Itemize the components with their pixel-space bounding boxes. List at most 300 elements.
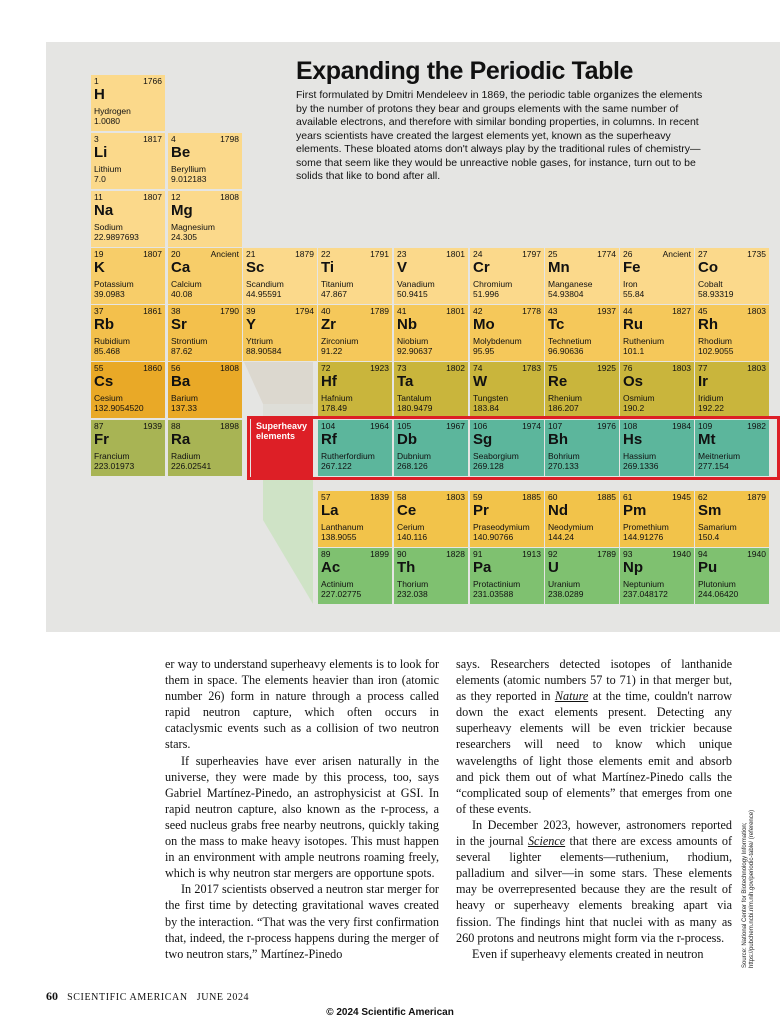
element-symbol: Fr [94,431,109,448]
element-cell-os [620,362,694,418]
element-name: Molybdenum [473,336,522,346]
paragraph: Even if superheavy elements created in neutron [472,946,704,961]
element-cell-sr [168,305,242,361]
source-credit: Source: National Center for Biotechnology Information; https://pubchem.ncbi.nlm.nih.gov/periodic-table/ (reference) [742,809,755,968]
element-cell-pa [470,548,544,604]
element-name: Beryllium [171,164,206,174]
atomic-mass: 58.93319 [698,289,734,299]
element-name: Bohrium [548,451,580,461]
atomic-mass: 144.24 [548,532,574,542]
element-cell-fe [620,248,694,304]
atomic-number: 74 [473,363,483,373]
discovery-year: 1827 [672,306,691,316]
atomic-mass: 244.06420 [698,589,739,599]
element-cell-mg [168,191,242,247]
element-symbol: H [94,86,105,103]
element-symbol: K [94,259,105,276]
element-name: Rhenium [548,393,583,403]
atomic-mass: 7.0 [94,174,106,184]
page-footer [46,989,249,1004]
element-cell-cr [470,248,544,304]
element-symbol: Rh [698,316,718,333]
element-name: Uranium [548,579,581,589]
element-cell-nd [545,491,619,547]
atomic-number: 41 [397,306,407,316]
element-cell-sc [243,248,317,304]
element-symbol: Hf [321,373,337,390]
element-name: Osmium [623,393,655,403]
nature-link[interactable]: Nature [554,689,589,704]
atomic-number: 45 [698,306,708,316]
discovery-year: 1984 [672,421,691,431]
discovery-year: 1899 [370,549,389,559]
atomic-number: 23 [397,249,407,259]
atomic-number: 75 [548,363,558,373]
atomic-mass: 96.90636 [548,346,584,356]
discovery-year: 1879 [747,492,766,502]
atomic-number: 43 [548,306,558,316]
element-cell-tc [545,305,619,361]
element-symbol: Nb [397,316,417,333]
atomic-number: 37 [94,306,104,316]
atomic-mass: 178.49 [321,403,347,413]
atomic-number: 106 [473,421,488,431]
element-cell-pm [620,491,694,547]
discovery-year: 1913 [522,549,541,559]
element-name: Niobium [397,336,429,346]
element-symbol: Ru [623,316,643,333]
atomic-number: 62 [698,492,708,502]
atomic-number: 27 [698,249,708,259]
copyright: © 2024 Scientific American [326,1007,454,1018]
element-cell-pr [470,491,544,547]
atomic-mass: 268.126 [397,461,428,471]
element-name: Chromium [473,279,513,289]
element-name: Yttrium [246,336,273,346]
magazine-name: SCIENTIFIC AMERICAN [67,992,188,1003]
element-symbol: Ra [171,431,191,448]
atomic-number: 59 [473,492,483,502]
atomic-mass: 137.33 [171,403,197,413]
discovery-year: 1976 [597,421,616,431]
discovery-year: 1778 [522,306,541,316]
element-cell-w [470,362,544,418]
atomic-mass: 91.22 [321,346,343,356]
atomic-mass: 9.012183 [171,174,207,184]
atomic-number: 105 [397,421,412,431]
atomic-mass: 47.867 [321,289,347,299]
element-name: Iron [623,279,638,289]
element-symbol: Ce [397,502,417,519]
element-name: Zirconium [321,336,359,346]
element-symbol: Pr [473,502,489,519]
element-cell-pu [695,548,769,604]
element-name: Iridium [698,393,724,403]
atomic-number: 55 [94,363,104,373]
element-symbol: Zr [321,316,336,333]
element-symbol: Rf [321,431,337,448]
figure-title: Expanding the Periodic Table [296,57,634,85]
discovery-year: 1808 [220,363,239,373]
element-symbol: Sg [473,431,493,448]
atomic-number: 88 [171,421,181,431]
element-symbol: Ti [321,259,335,276]
element-name: Barium [171,393,198,403]
element-cell-la [318,491,392,547]
element-symbol: V [397,259,408,276]
element-name: Thorium [397,579,429,589]
element-symbol: U [548,559,559,576]
discovery-year: 1808 [220,192,239,202]
atomic-mass: 22.9897693 [94,232,139,242]
element-cell-u [545,548,619,604]
element-name: Tungsten [473,393,509,403]
element-symbol: W [473,373,488,390]
atomic-number: 89 [321,549,331,559]
paragraph: If superheavies have ever arisen naturally in the universe, they were made by this process, too, says Gabriel Martínez-Pinedo, an astrophysicist at GSI. In rapid neutron capture, also known as the r-process, a seed nucleus grabs free nearby neutrons, quickly taking on the mass to make heavy isotopes. This must happen in an environment with ample neutrons roaming freely, which is why neutron star mergers are opportune spots. [165,753,439,881]
element-name: Plutonium [698,579,736,589]
atomic-mass: 150.4 [698,532,720,542]
discovery-year: 1937 [597,306,616,316]
atomic-number: 94 [698,549,708,559]
article-column-1 [165,656,439,962]
discovery-year: 1801 [446,249,465,259]
element-symbol: Li [94,144,108,161]
element-name: Cesium [94,393,123,403]
element-name: Praseodymium [473,522,530,532]
element-name: Neptunium [623,579,665,589]
element-cell-v [394,248,468,304]
element-cell-co [695,248,769,304]
superheavy-band [247,416,780,480]
element-name: Protactinium [473,579,521,589]
element-name: Cerium [397,522,425,532]
atomic-mass: 95.95 [473,346,495,356]
element-name: Meitnerium [698,451,741,461]
discovery-year: 1982 [747,421,766,431]
issue-date: JUNE 2024 [196,992,250,1003]
element-cell-y [243,305,317,361]
element-name: Dubnium [397,451,432,461]
element-name: Titanium [321,279,354,289]
element-cell-mo [470,305,544,361]
atomic-number: 108 [623,421,638,431]
element-symbol: Hs [623,431,643,448]
atomic-mass: 132.9054520 [94,403,144,413]
discovery-year: 1801 [446,306,465,316]
element-name: Cobalt [698,279,723,289]
atomic-mass: 138.9055 [321,532,357,542]
element-cell-mn [545,248,619,304]
discovery-year: 1794 [295,306,314,316]
discovery-year: 1925 [597,363,616,373]
discovery-year: Ancient [210,249,239,259]
element-cell-hf [318,362,392,418]
element-symbol: Ba [171,373,191,390]
element-cell-ba [168,362,242,418]
atomic-mass: 277.154 [698,461,729,471]
atomic-number: 20 [171,249,181,259]
discovery-year: 1967 [446,421,465,431]
element-name: Samarium [698,522,737,532]
discovery-year: 1885 [597,492,616,502]
discovery-year: 1898 [220,421,239,431]
element-name: Francium [94,451,130,461]
element-cell-ti [318,248,392,304]
article-column-2 [456,656,732,962]
element-symbol: Sc [246,259,265,276]
atomic-number: 104 [321,421,336,431]
figure-intro: First formulated by Dmitri Mendeleev in 1869, the periodic table organizes the elements by the number of protons they bear and groups elements with the same number of available electrons, and therefore with similar bonding properties, in columns. In recent years scientists have created the largest elements yet, known as the superheavy elements. These bloated atoms don't always play by the traditional rules of chemistry—some that seem like they would be unreactive noble gases, for instance, turn out to be solids that like to bond after all. [296,89,703,182]
element-symbol: Sm [698,502,722,519]
element-name: Potassium [94,279,134,289]
atomic-number: 1 [94,76,99,86]
atomic-mass: 88.90584 [246,346,282,356]
atomic-number: 93 [623,549,633,559]
discovery-year: 1735 [747,249,766,259]
element-cell-np [620,548,694,604]
paragraph: says. Researchers detected isotopes of lanthanide elements (atomic numbers 57 to 71) in that merger but, as they reported in Nature at the time, couldn't narrow down the exact elements present. Detecting any superheavy elements will be even trickier because researchers will need to know which unique wavelengths of light those elements emit and absorb and pick them out of what Martínez-Pinedo calls the “complicated soup of elements” that emerges from one of these events. [456,657,732,816]
element-cell-rh [695,305,769,361]
element-name: Technetium [548,336,592,346]
page-number: 60 [46,989,58,1003]
discovery-year: 1774 [597,249,616,259]
element-symbol: Nd [548,502,568,519]
element-symbol: Mn [548,259,570,276]
atomic-mass: 223.01973 [94,461,135,471]
discovery-year: 1964 [370,421,389,431]
discovery-year: 1803 [747,363,766,373]
element-symbol: Cr [473,259,490,276]
paragraph: In 2017 scientists observed a neutron star merger for the first time by detecting gravitational waves created by the interaction. “That was the very first confirmation that, indeed, the r-process happens during the merger of two neutron stars,” Martínez-Pinedo [165,882,439,961]
discovery-year: 1807 [143,249,162,259]
discovery-year: 1803 [446,492,465,502]
element-cell-zr [318,305,392,361]
atomic-mass: 140.90766 [473,532,514,542]
discovery-year: 1766 [143,76,162,86]
element-symbol: Y [246,316,257,333]
atomic-mass: 144.91276 [623,532,664,542]
element-name: Tantalum [397,393,432,403]
element-symbol: Mo [473,316,495,333]
discovery-year: 1885 [522,492,541,502]
element-symbol: Pm [623,502,647,519]
atomic-mass: 1.0080 [94,116,120,126]
atomic-mass: 44.95591 [246,289,282,299]
discovery-year: 1860 [143,363,162,373]
paragraph: In December 2023, however, astronomers reported in the journal Science that there are excess amounts of several lighter elements—ruthenium, rhodium, palladium and silver—in some stars. These elements may be overrepresented because they are the result of heavy or superheavy elements breaking apart via fission. The findings hint that nuclei with as many as 260 protons and neutrons might form via the r-process. [456,817,732,945]
atomic-mass: 192.22 [698,403,724,413]
element-symbol: Cs [94,373,114,390]
atomic-number: 91 [473,549,483,559]
atomic-mass: 232.038 [397,589,428,599]
discovery-year: 1789 [370,306,389,316]
atomic-number: 25 [548,249,558,259]
atomic-mass: 50.9415 [397,289,428,299]
element-symbol: Re [548,373,568,390]
discovery-year: 1839 [370,492,389,502]
element-name: Ruthenium [623,336,665,346]
element-name: Hydrogen [94,106,131,116]
element-name: Sodium [94,222,123,232]
element-symbol: Fe [623,259,641,276]
atomic-number: 73 [397,363,407,373]
science-link[interactable]: Science [527,834,566,849]
discovery-year: 1803 [672,363,691,373]
atomic-number: 38 [171,306,181,316]
atomic-mass: 54.93804 [548,289,584,299]
element-name: Lithium [94,164,122,174]
atomic-mass: 40.08 [171,289,193,299]
element-cell-ta [394,362,468,418]
discovery-year: Ancient [662,249,691,259]
atomic-number: 56 [171,363,181,373]
atomic-number: 24 [473,249,483,259]
atomic-mass: 190.2 [623,403,645,413]
discovery-year: 1828 [446,549,465,559]
element-symbol: Co [698,259,718,276]
paragraph: er way to understand superheavy elements is to look for them in space. The elements heavier than iron (atomic number 26) form in nature through a process called rapid neutron capture, which often occurs in cataclysmic events such as a collision of two neutron stars. [165,657,439,752]
atomic-number: 90 [397,549,407,559]
superheavy-label: Superheavy elements [251,417,313,479]
discovery-year: 1940 [672,549,691,559]
atomic-number: 26 [623,249,633,259]
element-symbol: Os [623,373,644,390]
element-name: Hafnium [321,393,353,403]
element-name: Rutherfordium [321,451,375,461]
atomic-number: 60 [548,492,558,502]
atomic-number: 72 [321,363,331,373]
element-symbol: Be [171,144,191,161]
atomic-mass: 51.996 [473,289,499,299]
element-symbol: Np [623,559,643,576]
element-cell-th [394,548,468,604]
element-name: Seaborgium [473,451,519,461]
element-cell-cs [91,362,165,418]
atomic-number: 77 [698,363,708,373]
discovery-year: 1817 [143,134,162,144]
atomic-mass: 92.90637 [397,346,433,356]
atomic-mass: 183.84 [473,403,499,413]
atomic-number: 11 [94,192,103,202]
atomic-mass: 237.048172 [623,589,668,599]
atomic-number: 40 [321,306,331,316]
element-symbol: Na [94,202,114,219]
discovery-year: 1803 [747,306,766,316]
atomic-number: 42 [473,306,483,316]
element-name: Radium [171,451,201,461]
element-symbol: Ir [698,373,709,390]
element-cell-nb [394,305,468,361]
element-cell-ac [318,548,392,604]
element-symbol: La [321,502,339,519]
element-symbol: Pu [698,559,718,576]
atomic-number: 61 [623,492,633,502]
atomic-number: 58 [397,492,407,502]
atomic-number: 4 [171,134,176,144]
element-name: Neodymium [548,522,594,532]
discovery-year: 1789 [597,549,616,559]
atomic-number: 19 [94,249,104,259]
element-cell-be [168,133,242,189]
discovery-year: 1798 [220,134,239,144]
element-cell-li [91,133,165,189]
atomic-number: 92 [548,549,558,559]
element-cell-ru [620,305,694,361]
element-symbol: Db [397,431,417,448]
discovery-year: 1940 [747,549,766,559]
atomic-mass: 186.207 [548,403,579,413]
discovery-year: 1791 [370,249,389,259]
atomic-mass: 85.468 [94,346,120,356]
atomic-mass: 238.0289 [548,589,584,599]
element-symbol: Bh [548,431,568,448]
discovery-year: 1974 [522,421,541,431]
element-cell-ir [695,362,769,418]
atomic-number: 109 [698,421,713,431]
atomic-mass: 227.02775 [321,589,362,599]
element-name: Hassium [623,451,657,461]
element-symbol: Rb [94,316,114,333]
atomic-mass: 267.122 [321,461,352,471]
discovery-year: 1923 [370,363,389,373]
atomic-number: 21 [246,249,256,259]
element-symbol: Ta [397,373,414,390]
element-cell-re [545,362,619,418]
atomic-number: 22 [321,249,331,259]
discovery-year: 1879 [295,249,314,259]
atomic-number: 107 [548,421,563,431]
element-name: Calcium [171,279,202,289]
atomic-number: 12 [171,192,181,202]
element-name: Rubidium [94,336,130,346]
element-cell-ca [168,248,242,304]
discovery-year: 1939 [143,421,162,431]
discovery-year: 1797 [522,249,541,259]
element-symbol: Mt [698,431,716,448]
element-cell-na [91,191,165,247]
atomic-number: 87 [94,421,104,431]
element-cell-h [91,75,165,131]
atomic-mass: 55.84 [623,289,645,299]
atomic-mass: 101.1 [623,346,645,356]
discovery-year: 1945 [672,492,691,502]
atomic-mass: 269.1336 [623,461,659,471]
atomic-mass: 39.0983 [94,289,125,299]
element-name: Lanthanum [321,522,364,532]
element-name: Rhodium [698,336,733,346]
element-name: Scandium [246,279,284,289]
atomic-mass: 226.02541 [171,461,212,471]
element-cell-ce [394,491,468,547]
discovery-year: 1861 [143,306,162,316]
discovery-year: 1790 [220,306,239,316]
atomic-mass: 231.03588 [473,589,514,599]
discovery-year: 1802 [446,363,465,373]
element-symbol: Ca [171,259,191,276]
element-symbol: Ac [321,559,341,576]
discovery-year: 1783 [522,363,541,373]
atomic-mass: 180.9479 [397,403,433,413]
element-name: Promethium [623,522,669,532]
element-symbol: Pa [473,559,492,576]
element-cell-rb [91,305,165,361]
atomic-number: 39 [246,306,256,316]
atomic-mass: 140.116 [397,532,428,542]
element-symbol: Tc [548,316,565,333]
element-name: Strontium [171,336,208,346]
element-symbol: Th [397,559,416,576]
